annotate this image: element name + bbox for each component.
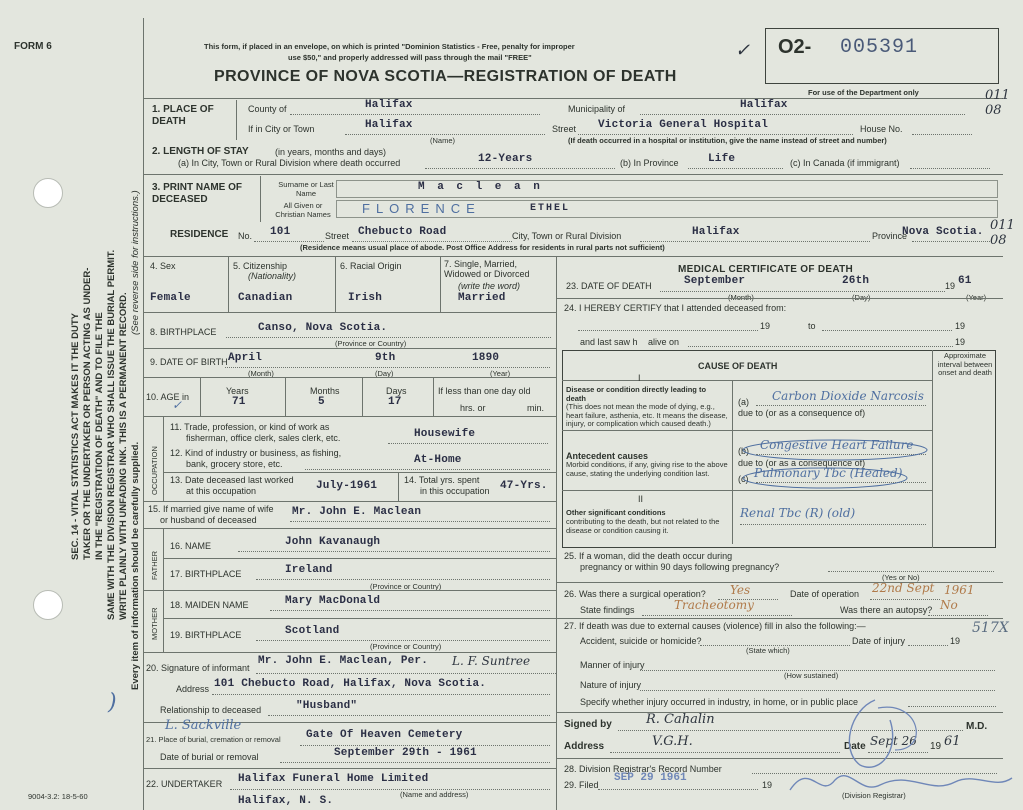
years-value: 71 — [232, 396, 246, 408]
margin-note-6: Every item of information should be carefully supplied. — [130, 441, 141, 690]
undertaker-label: 22. UNDERTAKER — [146, 779, 223, 789]
trade-value: Housewife — [414, 428, 476, 440]
sign-date-value: Sept 26 — [870, 734, 917, 748]
death-day-hint: (Day) — [852, 293, 871, 302]
cause-ellipses — [740, 436, 930, 526]
birthplace-value: Canso, Nova Scotia. — [258, 322, 388, 334]
injury-nineteen: 19 — [950, 636, 961, 646]
certifier-address-value: V.G.H. — [652, 734, 693, 749]
less-than-day-label: If less than one day old — [438, 386, 531, 396]
spouse-value: Mr. John E. Maclean — [292, 506, 422, 518]
check-mark: ✓ — [735, 40, 751, 61]
cause-a-value: Carbon Dioxide Narcosis — [772, 389, 924, 403]
sex-value: Female — [150, 292, 191, 304]
accident-label: Accident, suicide or homicide? — [580, 636, 702, 646]
record-number-label: 28. Division Registrar's Record Number — [564, 764, 722, 774]
dob-label: 9. DATE OF BIRTH — [150, 357, 228, 367]
informant-name: Mr. John E. Maclean, Per. — [258, 655, 429, 667]
operation-date-label: Date of operation — [790, 589, 860, 599]
blue-sig-mark: ) — [108, 690, 117, 715]
margin-note-4: SAME WITH THE DIVISION REGISTRAR WHO SHALL ISSUE THE BURIAL PERMIT. — [106, 249, 117, 620]
death-year-prefix: 19 — [945, 281, 956, 291]
citizenship-hint: (Nationality) — [248, 271, 297, 281]
burial-signature-note: L. Sackville — [165, 718, 242, 733]
other-conditions-label: Other significant conditions — [566, 508, 666, 517]
attended-nineteen-1: 19 — [760, 321, 771, 331]
antecedent-label: Antecedent causes — [566, 451, 649, 461]
filed-label: 29. Filed — [564, 780, 599, 790]
mother-birthplace-label: 19. BIRTHPLACE — [170, 630, 242, 640]
father-birthplace-value: Ireland — [285, 564, 333, 576]
burial-date-value: September 29th - 1961 — [334, 747, 477, 759]
attended-nineteen-2: 19 — [955, 321, 966, 331]
racial-origin-value: Irish — [348, 292, 383, 304]
date-of-death-label: 23. DATE OF DEATH — [566, 281, 652, 291]
residence-province-label: Province — [872, 231, 908, 241]
marital-label: 7. Single, Married, Widowed or Divorced — [444, 259, 530, 279]
dob-month: April — [228, 352, 263, 364]
given-value: FLORENCE — [362, 201, 481, 216]
interval-header: Approximate interval between onset and death — [937, 351, 993, 377]
residence-code: 011 08 — [990, 218, 1015, 248]
city-label: If in City or Town — [248, 124, 315, 134]
death-day: 26th — [842, 275, 870, 287]
alive-on-label: alive on — [648, 337, 680, 347]
industry-injury-label: Specify whether injury occurred in industry, in home, or in public place — [580, 697, 858, 707]
spouse-label-2: or husband of deceased — [160, 515, 257, 525]
stay-b-value: Life — [708, 153, 736, 165]
residence-province: Nova Scotia. — [902, 226, 984, 238]
informant-address: 101 Chebucto Road, Halifax, Nova Scotia. — [214, 678, 487, 690]
cause-c-value: Pulmonary Tbc (Healed) — [754, 466, 903, 480]
sign-year-prefix: 19 — [930, 741, 942, 752]
county-value: Halifax — [365, 99, 413, 111]
given-label: All Given or Christian Names — [275, 201, 331, 219]
cause-b-label: (b) — [738, 446, 749, 456]
street-label: Street — [552, 124, 577, 134]
marital-value: Married — [458, 292, 506, 304]
informant-label: 20. Signature of informant — [146, 663, 250, 673]
last-worked-label-1: 13. Date deceased last worked — [170, 475, 294, 485]
father-birthplace-label: 17. BIRTHPLACE — [170, 569, 242, 579]
age-label: 10. AGE in — [146, 392, 190, 402]
father-name-value: John Kavanaugh — [285, 536, 381, 548]
residence-no-label: No. — [238, 231, 253, 241]
length-of-stay-hint: (in years, months and days) — [275, 147, 387, 157]
citizenship-value: Canadian — [238, 292, 293, 304]
residence-label: RESIDENCE — [170, 229, 229, 240]
residence-note: (Residence means usual place of abode. Post Office Address for residents in rural parts not sufficient) — [300, 243, 665, 252]
cause-c-label: (c) — [738, 474, 749, 484]
spouse-label-1: 15. If married give name of wife — [148, 504, 274, 514]
hrs-label: hrs. or — [460, 403, 486, 413]
registrar-signature-scribble — [780, 690, 1020, 808]
dob-month-hint: (Month) — [248, 369, 274, 378]
margin-note-3: IN THE "REGISTRATION OF DEATH" AND TO FILE THE — [94, 312, 105, 560]
undertaker-address: Halifax, N. S. — [238, 795, 334, 807]
age-check: ✓ — [172, 398, 183, 412]
informant-per-signature: L. F. Suntree — [452, 654, 531, 668]
total-years-label-2: in this occupation — [420, 486, 490, 496]
certifier-address-label: Address — [564, 741, 605, 752]
residence-street-label: Street — [325, 231, 350, 241]
md-label: M.D. — [966, 721, 988, 732]
trade-label-2: fisherman, office clerk, sales clerk, etc. — [186, 433, 341, 443]
woman-label-2: pregnancy or within 90 days following pregnancy? — [580, 562, 780, 572]
last-worked-value: July-1961 — [316, 480, 378, 492]
undertaker-value: Halifax Funeral Home Limited — [238, 773, 429, 785]
death-year: 61 — [958, 275, 972, 287]
last-saw-label: and last saw h — [580, 337, 638, 347]
findings-value: Tracheotomy — [674, 598, 754, 612]
registration-number: 005391 — [840, 36, 919, 59]
sex-label: 4. Sex — [150, 261, 176, 271]
industry-label-2: bank, grocery store, etc. — [186, 459, 283, 469]
surname-label: Surname or Last Name — [278, 180, 334, 198]
hospital-hint: (If death occurred in a hospital or institution, give the name instead of street and number) — [568, 136, 887, 145]
informant-address-label: Address — [176, 684, 210, 694]
attended-to-label: to — [808, 321, 816, 331]
industry-label-1: 12. Kind of industry or business, as fishing, — [170, 448, 342, 458]
margin-note-2: TAKER OR THE UNDERTAKER OR PERSON ACTING AS UNDER- — [82, 267, 93, 560]
father-birthplace-hint: (Province or Country) — [370, 582, 442, 591]
dob-day: 9th — [375, 352, 396, 364]
death-month: September — [684, 275, 746, 287]
city-value: Halifax — [365, 119, 413, 131]
years-label: Years — [226, 386, 249, 396]
father-side-label: FATHER — [150, 550, 159, 580]
division-registrar-hint: (Division Registrar) — [842, 791, 906, 800]
cause-b-value: Congestive Heart Failure — [760, 438, 914, 452]
autopsy-value: No — [940, 598, 958, 612]
citizenship-label: 5. Citizenship — [233, 261, 288, 271]
mother-birthplace-value: Scotland — [285, 625, 340, 637]
sign-date-label: Date — [844, 741, 866, 752]
racial-origin-label: 6. Racial Origin — [340, 261, 402, 271]
total-years-value: 47-Yrs. — [500, 480, 548, 492]
total-years-label-1: 14. Total yrs. spent — [404, 475, 480, 485]
surgery-value: Yes — [730, 583, 751, 597]
signed-by-label: Signed by — [564, 719, 612, 730]
min-label: min. — [527, 403, 545, 413]
city-name-hint: (Name) — [430, 136, 456, 145]
stay-b-label: (b) In Province — [620, 158, 679, 168]
roman-one: I — [638, 373, 641, 383]
mother-name-label: 18. MAIDEN NAME — [170, 600, 249, 610]
binder-hole-top — [33, 178, 63, 208]
birthplace-label: 8. BIRTHPLACE — [150, 327, 217, 337]
binder-hole-bottom — [33, 590, 63, 620]
due-to-b: due to (or as a consequence of) — [738, 458, 866, 468]
death-month-hint: (Month) — [728, 293, 754, 302]
alive-nineteen: 19 — [955, 337, 966, 347]
municipality-label: Municipality of — [568, 104, 626, 114]
envelope-note-2: use $50," and properly addressed will pass through the mail "FREE" — [288, 53, 532, 62]
surgery-label: 26. Was there a surgical operation? — [564, 589, 706, 599]
dob-year-hint: (Year) — [490, 369, 511, 378]
antecedent-hint: Morbid conditions, if any, giving rise to the above cause, stating the underlying condition last. — [566, 460, 728, 478]
woman-label-1: 25. If a woman, did the death occur during — [564, 551, 733, 561]
burial-date-label: Date of burial or removal — [160, 752, 259, 762]
cause-of-death-header: CAUSE OF DEATH — [698, 361, 778, 371]
surname-value: M a c l e a n — [418, 181, 543, 193]
months-label: Months — [310, 386, 340, 396]
relationship-label: Relationship to deceased — [160, 705, 262, 715]
birthplace-hint: (Province or Country) — [335, 339, 407, 348]
stay-c-label: (c) In Canada (if immigrant) — [790, 158, 900, 168]
place-of-death-label: 1. PLACE OF DEATH — [152, 104, 214, 127]
relationship-value: "Husband" — [296, 700, 358, 712]
nature-label: Nature of injury — [580, 680, 642, 690]
disease-hint: (This does not mean the mode of dying, e.g., heart failure, asthenia, etc. It means the disease, injury, or complication which caused death.) — [566, 402, 728, 428]
signed-by-value: R. Cahalin — [646, 712, 715, 727]
residence-street: Chebucto Road — [358, 226, 447, 238]
dob-day-hint: (Day) — [375, 369, 394, 378]
burial-place-value: Gate Of Heaven Cemetery — [306, 729, 463, 741]
state-which-hint: (State which) — [746, 646, 790, 655]
other-conditions-hint: contributing to the death, but not related to the disease or condition causing it. — [566, 517, 720, 535]
manner-label: Manner of injury — [580, 660, 645, 670]
length-of-stay-label: 2. LENGTH OF STAY — [152, 146, 249, 157]
father-name-label: 16. NAME — [170, 541, 212, 551]
months-value: 5 — [318, 396, 325, 408]
marital-hint: (write the word) — [458, 281, 521, 291]
form-title: PROVINCE OF NOVA SCOTIA—REGISTRATION OF DEATH — [214, 68, 677, 85]
place-code: 011 08 — [985, 88, 1010, 118]
trade-label-1: 11. Trade, profession, or kind of work as — [170, 422, 330, 432]
stamp-517x: 517X — [972, 620, 1009, 636]
mother-name-value: Mary MacDonald — [285, 595, 381, 607]
street-value: Victoria General Hospital — [598, 119, 769, 131]
certify-label: 24. I HEREBY CERTIFY that I attended deceased from: — [564, 303, 787, 313]
days-value: 17 — [388, 396, 402, 408]
filed-nineteen: 19 — [762, 780, 773, 790]
yes-no-hint: (Yes or No) — [882, 573, 920, 582]
how-sustained-hint: (How sustained) — [784, 671, 839, 680]
stay-a-label: (a) In City, Town or Rural Division where death occurred — [178, 158, 401, 168]
print-code: 9004-3.2: 18-5-60 — [28, 792, 88, 801]
registration-prefix: O2- — [778, 36, 812, 58]
mother-side-label: MOTHER — [150, 607, 159, 640]
roman-two: II — [638, 494, 644, 504]
given-value-2: ETHEL — [530, 203, 571, 214]
residence-city: Halifax — [692, 226, 740, 238]
margin-note-7: (See reverse side for instructions.) — [130, 190, 141, 335]
margin-note-1: SEC. 14 - VITAL STATISTICS ACT MAKES IT THE DUTY — [70, 312, 81, 560]
sign-year-value: 61 — [944, 734, 961, 749]
operation-year-value: 1961 — [944, 583, 975, 597]
margin-note-5: WRITE PLAINLY WITH UNFADING INK. THIS IS A PERMANENT RECORD. — [118, 292, 129, 620]
envelope-note-1: This form, if placed in an envelope, on which is printed "Dominion Statistics - Free, penalty for improper — [204, 42, 575, 51]
occupation-side-label: OCCUPATION — [150, 446, 159, 495]
burial-place-label: 21. Place of burial, cremation or removal — [146, 735, 281, 744]
county-label: County of — [248, 104, 287, 114]
mother-birthplace-hint: (Province or Country) — [370, 642, 442, 651]
other-conditions-value: Renal Tbc (R) (old) — [740, 506, 856, 520]
last-worked-label-2: at this occupation — [186, 486, 257, 496]
autopsy-label: Was there an autopsy? — [840, 605, 933, 615]
stay-a-value: 12-Years — [478, 153, 533, 165]
injury-date-label: Date of injury — [852, 636, 906, 646]
external-causes-label: 27. If death was due to external causes (violence) fill in also the following:— — [564, 621, 866, 631]
department-use: For use of the Department only — [808, 88, 919, 97]
cause-a-label: (a) — [738, 397, 749, 407]
municipality-value: Halifax — [740, 99, 788, 111]
industry-value: At-Home — [414, 454, 462, 466]
residence-no: 101 — [270, 226, 291, 238]
days-label: Days — [386, 386, 407, 396]
disease-label: Disease or condition directly leading to death — [566, 385, 707, 403]
residence-city-label: City, Town or Rural Division — [512, 231, 622, 241]
dob-year: 1890 — [472, 352, 500, 364]
filed-stamp: SEP 29 1961 — [614, 772, 687, 784]
medical-certificate-header: MEDICAL CERTIFICATE OF DEATH — [678, 264, 854, 275]
findings-label: State findings — [580, 605, 635, 615]
house-label: House No. — [860, 124, 903, 134]
undertaker-hint: (Name and address) — [400, 790, 469, 799]
print-name-label: 3. PRINT NAME OF DECEASED — [152, 182, 243, 205]
operation-date-value: 22nd Sept — [872, 581, 935, 595]
due-to-a: due to (or as a consequence of) — [738, 408, 866, 418]
form-number: FORM 6 — [14, 41, 52, 52]
death-year-hint: (Year) — [966, 293, 987, 302]
